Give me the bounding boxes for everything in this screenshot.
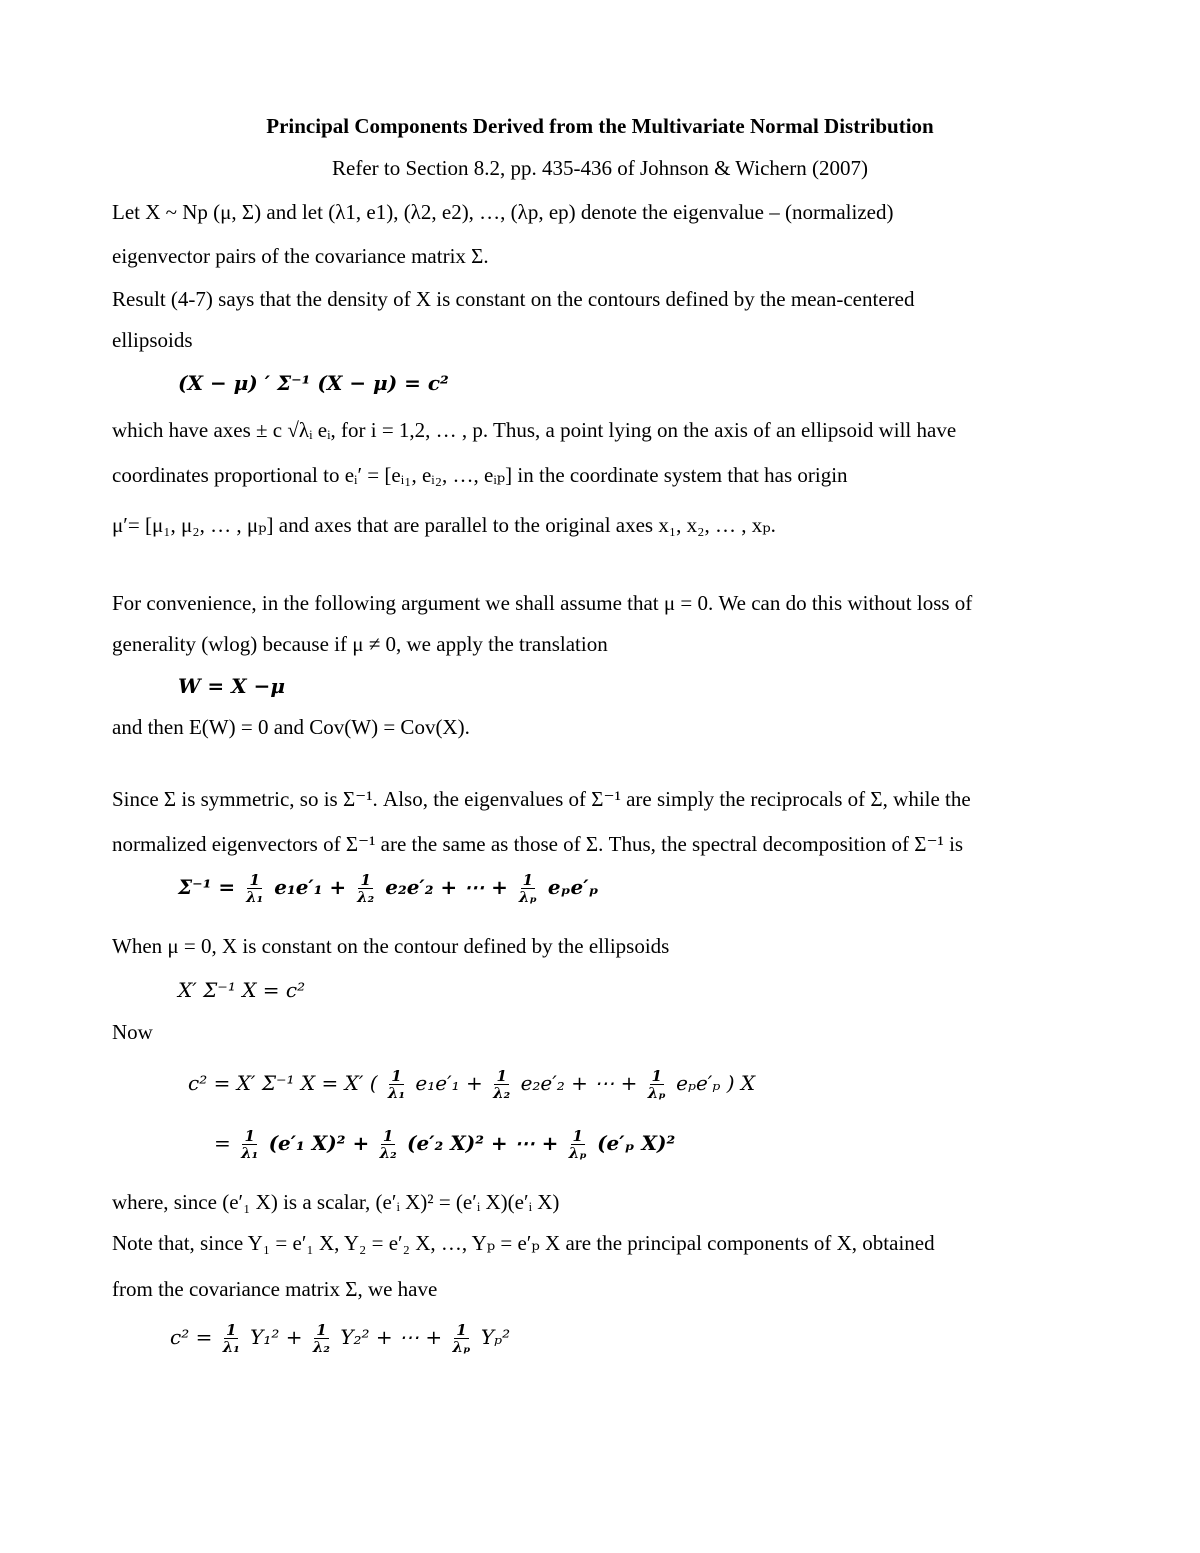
- fraction-numerator: 1: [226, 1321, 237, 1339]
- paragraph-line-17: from the covariance matrix Σ, we have: [112, 1277, 438, 1301]
- fraction-1-lambda2: [379, 1128, 398, 1161]
- fraction-numerator: 1: [360, 871, 371, 889]
- fraction-numerator: 1: [572, 1127, 583, 1145]
- eq6-term-2: (e′₂ X)² + ⋯ +: [407, 1131, 559, 1155]
- paragraph-line-6: coordinates proportional to eᵢ′ = [eᵢ₁, eᵢ₂, …, eᵢₚ] in the coordinate system that has origin: [112, 463, 848, 487]
- paragraph-line-2: eigenvector pairs of the covariance matrix Σ.: [112, 244, 489, 268]
- page-subtitle: Refer to Section 8.2, pp. 435-436 of Johnson & Wichern (2007): [332, 156, 868, 180]
- page-title: Principal Components Derived from the Multivariate Normal Distribution: [266, 114, 934, 138]
- paragraph-line-15: where, since (e′₁ X) is a scalar, (e′ᵢ X)² = (e′ᵢ X)(e′ᵢ X): [112, 1190, 560, 1214]
- fraction-1-lambda1: [240, 1128, 259, 1161]
- fraction-numerator: 1: [391, 1067, 402, 1085]
- eq5-lhs: c² = X′ Σ⁻¹ X = X′ (: [188, 1071, 378, 1095]
- fraction-numerator: 1: [496, 1067, 507, 1085]
- eq7-term-1: Y₁² +: [250, 1325, 303, 1349]
- eq3-term-3: eₚe′ₚ: [547, 875, 599, 899]
- fraction-denominator: λₚ: [568, 1144, 587, 1162]
- equation-c-squared-principal-components: [170, 1322, 510, 1355]
- fraction-denominator: λ₂: [357, 888, 375, 906]
- fraction-denominator: λ₁: [246, 888, 264, 906]
- fraction-1-lambdap: [647, 1068, 667, 1101]
- fraction-denominator: λ₂: [379, 1144, 397, 1162]
- fraction-1-lambda1: [222, 1322, 241, 1355]
- eq7-term-3: Yₚ²: [480, 1325, 511, 1349]
- fraction-1-lambda2: [312, 1322, 331, 1355]
- fraction-denominator: λ₁: [222, 1338, 240, 1356]
- fraction-1-lambdap: [568, 1128, 588, 1161]
- fraction-denominator: λ₁: [387, 1084, 406, 1102]
- paragraph-line-11: Since Σ is symmetric, so is Σ⁻¹. Also, the eigenvalues of Σ⁻¹ are simply the reciprocals of Σ, while the: [112, 787, 971, 811]
- fraction-1-lambda2: [356, 872, 375, 905]
- equation-spectral-decomposition: [178, 872, 598, 905]
- fraction-1-lambda1: [387, 1068, 406, 1101]
- paragraph-line-13: When μ = 0, X is constant on the contour defined by the ellipsoids: [112, 934, 670, 958]
- paragraph-line-5: which have axes ± c √λᵢ eᵢ, for i = 1,2, … , p. Thus, a point lying on the axis of an ellipsoid will have: [112, 418, 957, 442]
- eq5-term-3: eₚe′ₚ ) X: [676, 1071, 756, 1095]
- equation-c-squared-expansion: [188, 1068, 755, 1101]
- fraction-numerator: 1: [651, 1067, 662, 1085]
- eq7-lhs: c² =: [170, 1325, 213, 1349]
- fraction-numerator: 1: [522, 871, 534, 889]
- eq7-term-2: Y₂² + ⋯ +: [340, 1325, 443, 1349]
- equation-ellipsoid: (X − μ) ′ Σ⁻¹ (X − μ) = c²: [178, 371, 449, 395]
- fraction-numerator: 1: [382, 1127, 394, 1145]
- fraction-denominator: λₚ: [518, 888, 537, 906]
- paragraph-line-3: Result (4-7) says that the density of X is constant on the contours defined by the mean-centered: [112, 287, 915, 311]
- eq3-lhs: Σ⁻¹ =: [178, 875, 236, 899]
- fraction-denominator: λₚ: [452, 1338, 471, 1356]
- eq6-term-1: (e′₁ X)² +: [268, 1131, 370, 1155]
- paragraph-line-4: ellipsoids: [112, 328, 193, 352]
- fraction-1-lambdap: [452, 1322, 472, 1355]
- fraction-1-lambdap: [518, 872, 538, 905]
- eq3-term-2: e₂e′₂ + ⋯ +: [385, 875, 508, 899]
- fraction-numerator: 1: [244, 1127, 255, 1145]
- eq5-term-2: e₂e′₂ + ⋯ +: [520, 1071, 638, 1095]
- eq6-lhs: =: [214, 1131, 231, 1155]
- equation-translation: W = X −μ: [178, 674, 286, 698]
- paragraph-line-16: Note that, since Y₁ = e′₁ X, Y₂ = e′₂ X, …, Yₚ = e′ₚ X are the principal components of X, obtained: [112, 1231, 935, 1255]
- paragraph-line-8: For convenience, in the following argument we shall assume that μ = 0. We can do this without loss of: [112, 591, 973, 615]
- fraction-numerator: 1: [456, 1321, 467, 1339]
- equation-contour: X′ Σ⁻¹ X = c²: [178, 978, 306, 1002]
- paragraph-line-9: generality (wlog) because if μ ≠ 0, we apply the translation: [112, 632, 608, 656]
- paragraph-line-1: Let X ~ Np (μ, Σ) and let (λ1, e1), (λ2, e2), …, (λp, ep) denote the eigenvalue – (normalized): [112, 200, 894, 224]
- eq6-term-3: (e′ₚ X)²: [597, 1131, 676, 1155]
- paragraph-line-12: normalized eigenvectors of Σ⁻¹ are the same as those of Σ. Thus, the spectral decomposition of Σ⁻¹ is: [112, 832, 964, 856]
- fraction-numerator: 1: [316, 1321, 327, 1339]
- equation-c-squared-quadratic: [214, 1128, 675, 1161]
- paragraph-line-10: and then E(W) = 0 and Cov(W) = Cov(X).: [112, 715, 470, 739]
- fraction-1-lambda2: [492, 1068, 511, 1101]
- fraction-denominator: λ₁: [241, 1144, 259, 1162]
- fraction-denominator: λ₂: [312, 1338, 330, 1356]
- paragraph-line-14: Now: [112, 1020, 153, 1044]
- fraction-numerator: 1: [249, 871, 260, 889]
- paragraph-line-7: μ′= [μ₁, μ₂, … , μₚ] and axes that are parallel to the original axes x₁, x₂, … , xₚ.: [112, 513, 776, 537]
- eq5-term-1: e₁e′₁ +: [415, 1071, 483, 1095]
- fraction-1-lambda1: [245, 872, 264, 905]
- fraction-denominator: λₚ: [647, 1084, 666, 1102]
- fraction-denominator: λ₂: [493, 1084, 511, 1102]
- eq3-term-1: e₁e′₁ +: [274, 875, 347, 899]
